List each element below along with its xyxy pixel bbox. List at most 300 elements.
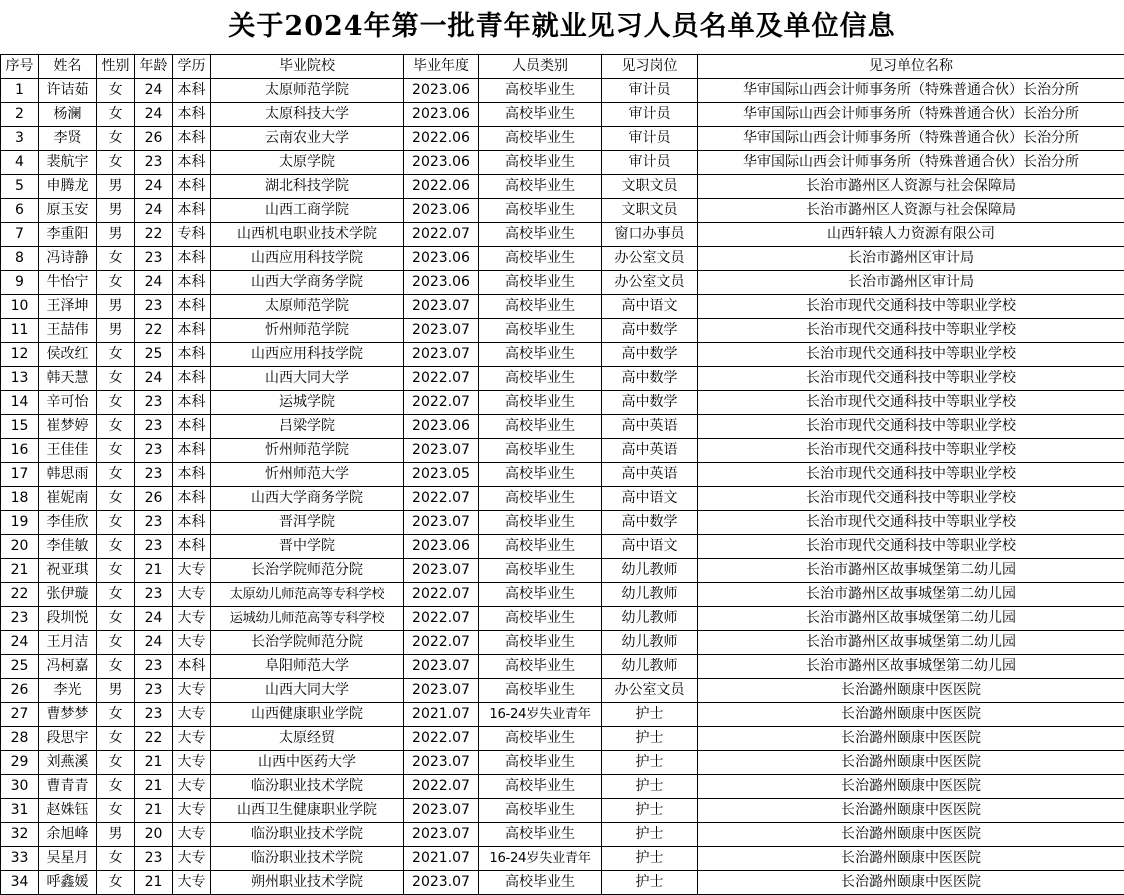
person-category-cell: 高校毕业生	[479, 415, 602, 439]
row-number-cell: 3	[1, 127, 39, 151]
table-row	[1, 463, 1124, 487]
table-row	[1, 343, 1124, 367]
school-cell: 山西大学商务学院	[211, 271, 404, 295]
header-cell: 姓名	[39, 55, 97, 79]
row-number-cell: 16	[1, 439, 39, 463]
row-number-cell: 18	[1, 487, 39, 511]
row-number-cell: 33	[1, 847, 39, 871]
person-category-cell: 高校毕业生	[479, 727, 602, 751]
education-cell: 大专	[173, 727, 211, 751]
graduation-year-cell: 2023.07	[404, 511, 479, 535]
person-category-cell: 高校毕业生	[479, 127, 602, 151]
school-cell: 运城幼儿师范高等专科学校	[211, 607, 404, 631]
graduation-year-cell: 2023.07	[404, 343, 479, 367]
age-cell: 23	[135, 151, 173, 175]
name-cell: 许诘茹	[39, 79, 97, 103]
table-row	[1, 823, 1124, 847]
position-cell: 文职文员	[602, 175, 698, 199]
name-cell: 吴星月	[39, 847, 97, 871]
row-number-cell: 2	[1, 103, 39, 127]
graduation-year-cell: 2022.07	[404, 727, 479, 751]
host-unit-cell: 长治潞州颐康中医医院	[698, 775, 1124, 799]
graduation-year-cell: 2021.07	[404, 703, 479, 727]
education-cell: 大专	[173, 751, 211, 775]
person-category-cell: 高校毕业生	[479, 631, 602, 655]
education-cell: 本科	[173, 367, 211, 391]
name-cell: 侯改红	[39, 343, 97, 367]
name-cell: 崔妮南	[39, 487, 97, 511]
education-cell: 大专	[173, 799, 211, 823]
position-cell: 高中数学	[602, 511, 698, 535]
position-cell: 审计员	[602, 127, 698, 151]
header-cell: 序号	[1, 55, 39, 79]
person-category-cell: 高校毕业生	[479, 439, 602, 463]
graduation-year-cell: 2023.07	[404, 799, 479, 823]
school-cell: 长治学院师范分院	[211, 559, 404, 583]
position-cell: 幼儿教师	[602, 655, 698, 679]
name-cell: 王月洁	[39, 631, 97, 655]
host-unit-cell: 长治市潞州区人资源与社会保障局	[698, 199, 1124, 223]
name-cell: 赵姝钰	[39, 799, 97, 823]
host-unit-cell: 长治潞州颐康中医医院	[698, 799, 1124, 823]
table-row	[1, 583, 1124, 607]
position-cell: 护士	[602, 871, 698, 895]
education-cell: 大专	[173, 703, 211, 727]
host-unit-cell: 长治市潞州区审计局	[698, 271, 1124, 295]
graduation-year-cell: 2022.06	[404, 175, 479, 199]
school-cell: 云南农业大学	[211, 127, 404, 151]
host-unit-cell: 长治潞州颐康中医医院	[698, 871, 1124, 895]
table-row	[1, 535, 1124, 559]
row-number-cell: 7	[1, 223, 39, 247]
school-cell: 晋中学院	[211, 535, 404, 559]
name-cell: 李光	[39, 679, 97, 703]
person-category-cell: 高校毕业生	[479, 775, 602, 799]
row-number-cell: 27	[1, 703, 39, 727]
graduation-year-cell: 2023.07	[404, 751, 479, 775]
name-cell: 王泽坤	[39, 295, 97, 319]
name-cell: 呼鑫媛	[39, 871, 97, 895]
host-unit-cell: 长治潞州颐康中医医院	[698, 823, 1124, 847]
person-category-cell: 高校毕业生	[479, 175, 602, 199]
person-category-cell: 高校毕业生	[479, 871, 602, 895]
education-cell: 本科	[173, 127, 211, 151]
name-cell: 李佳敏	[39, 535, 97, 559]
age-cell: 23	[135, 511, 173, 535]
school-cell: 山西应用科技学院	[211, 247, 404, 271]
trainee-table	[0, 54, 1124, 895]
education-cell: 大专	[173, 559, 211, 583]
school-cell: 吕梁学院	[211, 415, 404, 439]
row-number-cell: 30	[1, 775, 39, 799]
school-cell: 晋洱学院	[211, 511, 404, 535]
education-cell: 本科	[173, 511, 211, 535]
name-cell: 韩天慧	[39, 367, 97, 391]
graduation-year-cell: 2022.06	[404, 127, 479, 151]
table-row	[1, 559, 1124, 583]
gender-cell: 女	[97, 487, 135, 511]
position-cell: 高中数学	[602, 391, 698, 415]
graduation-year-cell: 2022.07	[404, 631, 479, 655]
graduation-year-cell: 2023.07	[404, 823, 479, 847]
graduation-year-cell: 2023.06	[404, 199, 479, 223]
row-number-cell: 5	[1, 175, 39, 199]
position-cell: 办公室文员	[602, 679, 698, 703]
header-cell: 毕业年度	[404, 55, 479, 79]
person-category-cell: 高校毕业生	[479, 103, 602, 127]
age-cell: 23	[135, 439, 173, 463]
person-category-cell: 高校毕业生	[479, 679, 602, 703]
row-number-cell: 12	[1, 343, 39, 367]
education-cell: 专科	[173, 223, 211, 247]
school-cell: 忻州师范学院	[211, 439, 404, 463]
position-cell: 高中语文	[602, 487, 698, 511]
table-row	[1, 223, 1124, 247]
name-cell: 杨澜	[39, 103, 97, 127]
host-unit-cell: 长治市潞州区故事城堡第二幼儿园	[698, 631, 1124, 655]
host-unit-cell: 长治市现代交通科技中等职业学校	[698, 391, 1124, 415]
row-number-cell: 31	[1, 799, 39, 823]
row-number-cell: 28	[1, 727, 39, 751]
header-cell: 人员类别	[479, 55, 602, 79]
age-cell: 24	[135, 175, 173, 199]
position-cell: 高中英语	[602, 463, 698, 487]
gender-cell: 女	[97, 583, 135, 607]
table-row	[1, 679, 1124, 703]
school-cell: 山西中医药大学	[211, 751, 404, 775]
position-cell: 护士	[602, 775, 698, 799]
age-cell: 24	[135, 79, 173, 103]
school-cell: 运城学院	[211, 391, 404, 415]
header-cell: 见习岗位	[602, 55, 698, 79]
person-category-cell: 高校毕业生	[479, 799, 602, 823]
header-cell: 学历	[173, 55, 211, 79]
table-row	[1, 295, 1124, 319]
position-cell: 护士	[602, 703, 698, 727]
header-cell: 毕业院校	[211, 55, 404, 79]
graduation-year-cell: 2022.07	[404, 487, 479, 511]
host-unit-cell: 长治市潞州区故事城堡第二幼儿园	[698, 655, 1124, 679]
school-cell: 临汾职业技术学院	[211, 775, 404, 799]
table-row	[1, 751, 1124, 775]
graduation-year-cell: 2022.07	[404, 223, 479, 247]
graduation-year-cell: 2023.06	[404, 247, 479, 271]
age-cell: 23	[135, 391, 173, 415]
graduation-year-cell: 2023.07	[404, 679, 479, 703]
school-cell: 临汾职业技术学院	[211, 847, 404, 871]
person-category-cell: 高校毕业生	[479, 559, 602, 583]
gender-cell: 女	[97, 559, 135, 583]
name-cell: 韩思雨	[39, 463, 97, 487]
table-row	[1, 391, 1124, 415]
education-cell: 本科	[173, 103, 211, 127]
gender-cell: 女	[97, 343, 135, 367]
gender-cell: 女	[97, 655, 135, 679]
education-cell: 本科	[173, 487, 211, 511]
position-cell: 高中数学	[602, 343, 698, 367]
education-cell: 本科	[173, 247, 211, 271]
host-unit-cell: 长治潞州颐康中医医院	[698, 727, 1124, 751]
graduation-year-cell: 2023.07	[404, 295, 479, 319]
host-unit-cell: 长治潞州颐康中医医院	[698, 679, 1124, 703]
education-cell: 本科	[173, 271, 211, 295]
table-row	[1, 319, 1124, 343]
table-row	[1, 703, 1124, 727]
position-cell: 高中英语	[602, 415, 698, 439]
age-cell: 21	[135, 559, 173, 583]
gender-cell: 女	[97, 415, 135, 439]
person-category-cell: 高校毕业生	[479, 391, 602, 415]
graduation-year-cell: 2023.06	[404, 79, 479, 103]
graduation-year-cell: 2023.07	[404, 319, 479, 343]
age-cell: 23	[135, 535, 173, 559]
person-category-cell: 高校毕业生	[479, 823, 602, 847]
graduation-year-cell: 2022.07	[404, 367, 479, 391]
table-row	[1, 847, 1124, 871]
gender-cell: 男	[97, 319, 135, 343]
position-cell: 幼儿教师	[602, 583, 698, 607]
person-category-cell: 16-24岁失业青年	[479, 847, 602, 871]
school-cell: 忻州师范大学	[211, 463, 404, 487]
gender-cell: 女	[97, 775, 135, 799]
header-row	[1, 55, 1124, 79]
row-number-cell: 15	[1, 415, 39, 439]
age-cell: 24	[135, 199, 173, 223]
age-cell: 25	[135, 343, 173, 367]
gender-cell: 男	[97, 295, 135, 319]
gender-cell: 女	[97, 847, 135, 871]
name-cell: 冯诗静	[39, 247, 97, 271]
school-cell: 山西应用科技学院	[211, 343, 404, 367]
person-category-cell: 16-24岁失业青年	[479, 703, 602, 727]
age-cell: 20	[135, 823, 173, 847]
host-unit-cell: 长治市现代交通科技中等职业学校	[698, 439, 1124, 463]
age-cell: 22	[135, 727, 173, 751]
education-cell: 本科	[173, 439, 211, 463]
name-cell: 申腾龙	[39, 175, 97, 199]
graduation-year-cell: 2022.07	[404, 775, 479, 799]
age-cell: 21	[135, 799, 173, 823]
table-body	[1, 79, 1124, 895]
school-cell: 山西大同大学	[211, 367, 404, 391]
host-unit-cell: 长治市现代交通科技中等职业学校	[698, 367, 1124, 391]
school-cell: 太原经贸	[211, 727, 404, 751]
position-cell: 审计员	[602, 103, 698, 127]
host-unit-cell: 长治市现代交通科技中等职业学校	[698, 343, 1124, 367]
position-cell: 护士	[602, 847, 698, 871]
education-cell: 本科	[173, 535, 211, 559]
gender-cell: 女	[97, 799, 135, 823]
table-row	[1, 247, 1124, 271]
gender-cell: 女	[97, 607, 135, 631]
graduation-year-cell: 2022.07	[404, 607, 479, 631]
table-row	[1, 151, 1124, 175]
age-cell: 23	[135, 655, 173, 679]
table-row	[1, 775, 1124, 799]
person-category-cell: 高校毕业生	[479, 367, 602, 391]
school-cell: 山西大同大学	[211, 679, 404, 703]
host-unit-cell: 长治市潞州区人资源与社会保障局	[698, 175, 1124, 199]
gender-cell: 女	[97, 103, 135, 127]
table-row	[1, 127, 1124, 151]
name-cell: 余旭峰	[39, 823, 97, 847]
graduation-year-cell: 2023.07	[404, 559, 479, 583]
row-number-cell: 10	[1, 295, 39, 319]
row-number-cell: 19	[1, 511, 39, 535]
row-number-cell: 21	[1, 559, 39, 583]
gender-cell: 女	[97, 631, 135, 655]
table-row	[1, 199, 1124, 223]
graduation-year-cell: 2022.07	[404, 583, 479, 607]
position-cell: 幼儿教师	[602, 559, 698, 583]
person-category-cell: 高校毕业生	[479, 79, 602, 103]
host-unit-cell: 长治市潞州区故事城堡第二幼儿园	[698, 583, 1124, 607]
gender-cell: 女	[97, 439, 135, 463]
position-cell: 幼儿教师	[602, 631, 698, 655]
host-unit-cell: 长治潞州颐康中医医院	[698, 847, 1124, 871]
education-cell: 本科	[173, 175, 211, 199]
position-cell: 护士	[602, 727, 698, 751]
education-cell: 本科	[173, 79, 211, 103]
table-row	[1, 79, 1124, 103]
row-number-cell: 26	[1, 679, 39, 703]
name-cell: 刘燕溪	[39, 751, 97, 775]
position-cell: 办公室文员	[602, 271, 698, 295]
name-cell: 裴航宇	[39, 151, 97, 175]
row-number-cell: 20	[1, 535, 39, 559]
position-cell: 高中数学	[602, 319, 698, 343]
gender-cell: 女	[97, 247, 135, 271]
age-cell: 23	[135, 847, 173, 871]
graduation-year-cell: 2023.07	[404, 655, 479, 679]
person-category-cell: 高校毕业生	[479, 487, 602, 511]
school-cell: 山西卫生健康职业学院	[211, 799, 404, 823]
row-number-cell: 29	[1, 751, 39, 775]
position-cell: 高中英语	[602, 439, 698, 463]
age-cell: 23	[135, 463, 173, 487]
school-cell: 太原师范学院	[211, 295, 404, 319]
host-unit-cell: 华审国际山西会计师事务所（特殊普通合伙）长治分所	[698, 127, 1124, 151]
table-row	[1, 871, 1124, 895]
document-title: 关于2024年第一批青年就业见习人员名单及单位信息	[228, 11, 896, 42]
gender-cell: 男	[97, 223, 135, 247]
table-row	[1, 175, 1124, 199]
age-cell: 23	[135, 415, 173, 439]
row-number-cell: 4	[1, 151, 39, 175]
row-number-cell: 17	[1, 463, 39, 487]
school-cell: 太原幼儿师范高等专科学校	[211, 583, 404, 607]
name-cell: 崔梦婷	[39, 415, 97, 439]
row-number-cell: 34	[1, 871, 39, 895]
school-cell: 阜阳师范大学	[211, 655, 404, 679]
name-cell: 王喆伟	[39, 319, 97, 343]
name-cell: 张伊璇	[39, 583, 97, 607]
host-unit-cell: 长治市现代交通科技中等职业学校	[698, 511, 1124, 535]
gender-cell: 男	[97, 199, 135, 223]
gender-cell: 女	[97, 367, 135, 391]
row-number-cell: 11	[1, 319, 39, 343]
gender-cell: 女	[97, 535, 135, 559]
school-cell: 山西大学商务学院	[211, 487, 404, 511]
graduation-year-cell: 2023.06	[404, 415, 479, 439]
gender-cell: 男	[97, 823, 135, 847]
education-cell: 本科	[173, 655, 211, 679]
row-number-cell: 23	[1, 607, 39, 631]
graduation-year-cell: 2022.07	[404, 391, 479, 415]
row-number-cell: 8	[1, 247, 39, 271]
education-cell: 本科	[173, 151, 211, 175]
row-number-cell: 13	[1, 367, 39, 391]
row-number-cell: 22	[1, 583, 39, 607]
graduation-year-cell: 2023.07	[404, 439, 479, 463]
host-unit-cell: 长治市现代交通科技中等职业学校	[698, 319, 1124, 343]
graduation-year-cell: 2023.06	[404, 535, 479, 559]
school-cell: 太原科技大学	[211, 103, 404, 127]
age-cell: 21	[135, 775, 173, 799]
gender-cell: 女	[97, 511, 135, 535]
name-cell: 王佳佳	[39, 439, 97, 463]
host-unit-cell: 长治市现代交通科技中等职业学校	[698, 295, 1124, 319]
person-category-cell: 高校毕业生	[479, 343, 602, 367]
row-number-cell: 9	[1, 271, 39, 295]
row-number-cell: 1	[1, 79, 39, 103]
person-category-cell: 高校毕业生	[479, 271, 602, 295]
age-cell: 26	[135, 487, 173, 511]
name-cell: 李佳欣	[39, 511, 97, 535]
person-category-cell: 高校毕业生	[479, 535, 602, 559]
name-cell: 原玉安	[39, 199, 97, 223]
table-row	[1, 607, 1124, 631]
age-cell: 24	[135, 631, 173, 655]
host-unit-cell: 华审国际山西会计师事务所（特殊普通合伙）长治分所	[698, 103, 1124, 127]
person-category-cell: 高校毕业生	[479, 199, 602, 223]
education-cell: 大专	[173, 871, 211, 895]
name-cell: 李贤	[39, 127, 97, 151]
table-row	[1, 727, 1124, 751]
school-cell: 长治学院师范分院	[211, 631, 404, 655]
row-number-cell: 6	[1, 199, 39, 223]
age-cell: 24	[135, 367, 173, 391]
table-row	[1, 439, 1124, 463]
name-cell: 祝亚琪	[39, 559, 97, 583]
school-cell: 湖北科技学院	[211, 175, 404, 199]
gender-cell: 女	[97, 391, 135, 415]
age-cell: 24	[135, 607, 173, 631]
name-cell: 段圳悦	[39, 607, 97, 631]
education-cell: 大专	[173, 607, 211, 631]
graduation-year-cell: 2023.06	[404, 271, 479, 295]
age-cell: 24	[135, 103, 173, 127]
host-unit-cell: 华审国际山西会计师事务所（特殊普通合伙）长治分所	[698, 151, 1124, 175]
person-category-cell: 高校毕业生	[479, 223, 602, 247]
education-cell: 大专	[173, 583, 211, 607]
graduation-year-cell: 2023.05	[404, 463, 479, 487]
table-row	[1, 799, 1124, 823]
age-cell: 22	[135, 223, 173, 247]
host-unit-cell: 长治潞州颐康中医医院	[698, 703, 1124, 727]
table-row	[1, 415, 1124, 439]
age-cell: 26	[135, 127, 173, 151]
name-cell: 曹梦梦	[39, 703, 97, 727]
host-unit-cell: 长治市潞州区审计局	[698, 247, 1124, 271]
age-cell: 23	[135, 295, 173, 319]
host-unit-cell: 山西轩辕人力资源有限公司	[698, 223, 1124, 247]
table-row	[1, 631, 1124, 655]
age-cell: 23	[135, 583, 173, 607]
header-cell: 性别	[97, 55, 135, 79]
gender-cell: 女	[97, 751, 135, 775]
table-row	[1, 511, 1124, 535]
